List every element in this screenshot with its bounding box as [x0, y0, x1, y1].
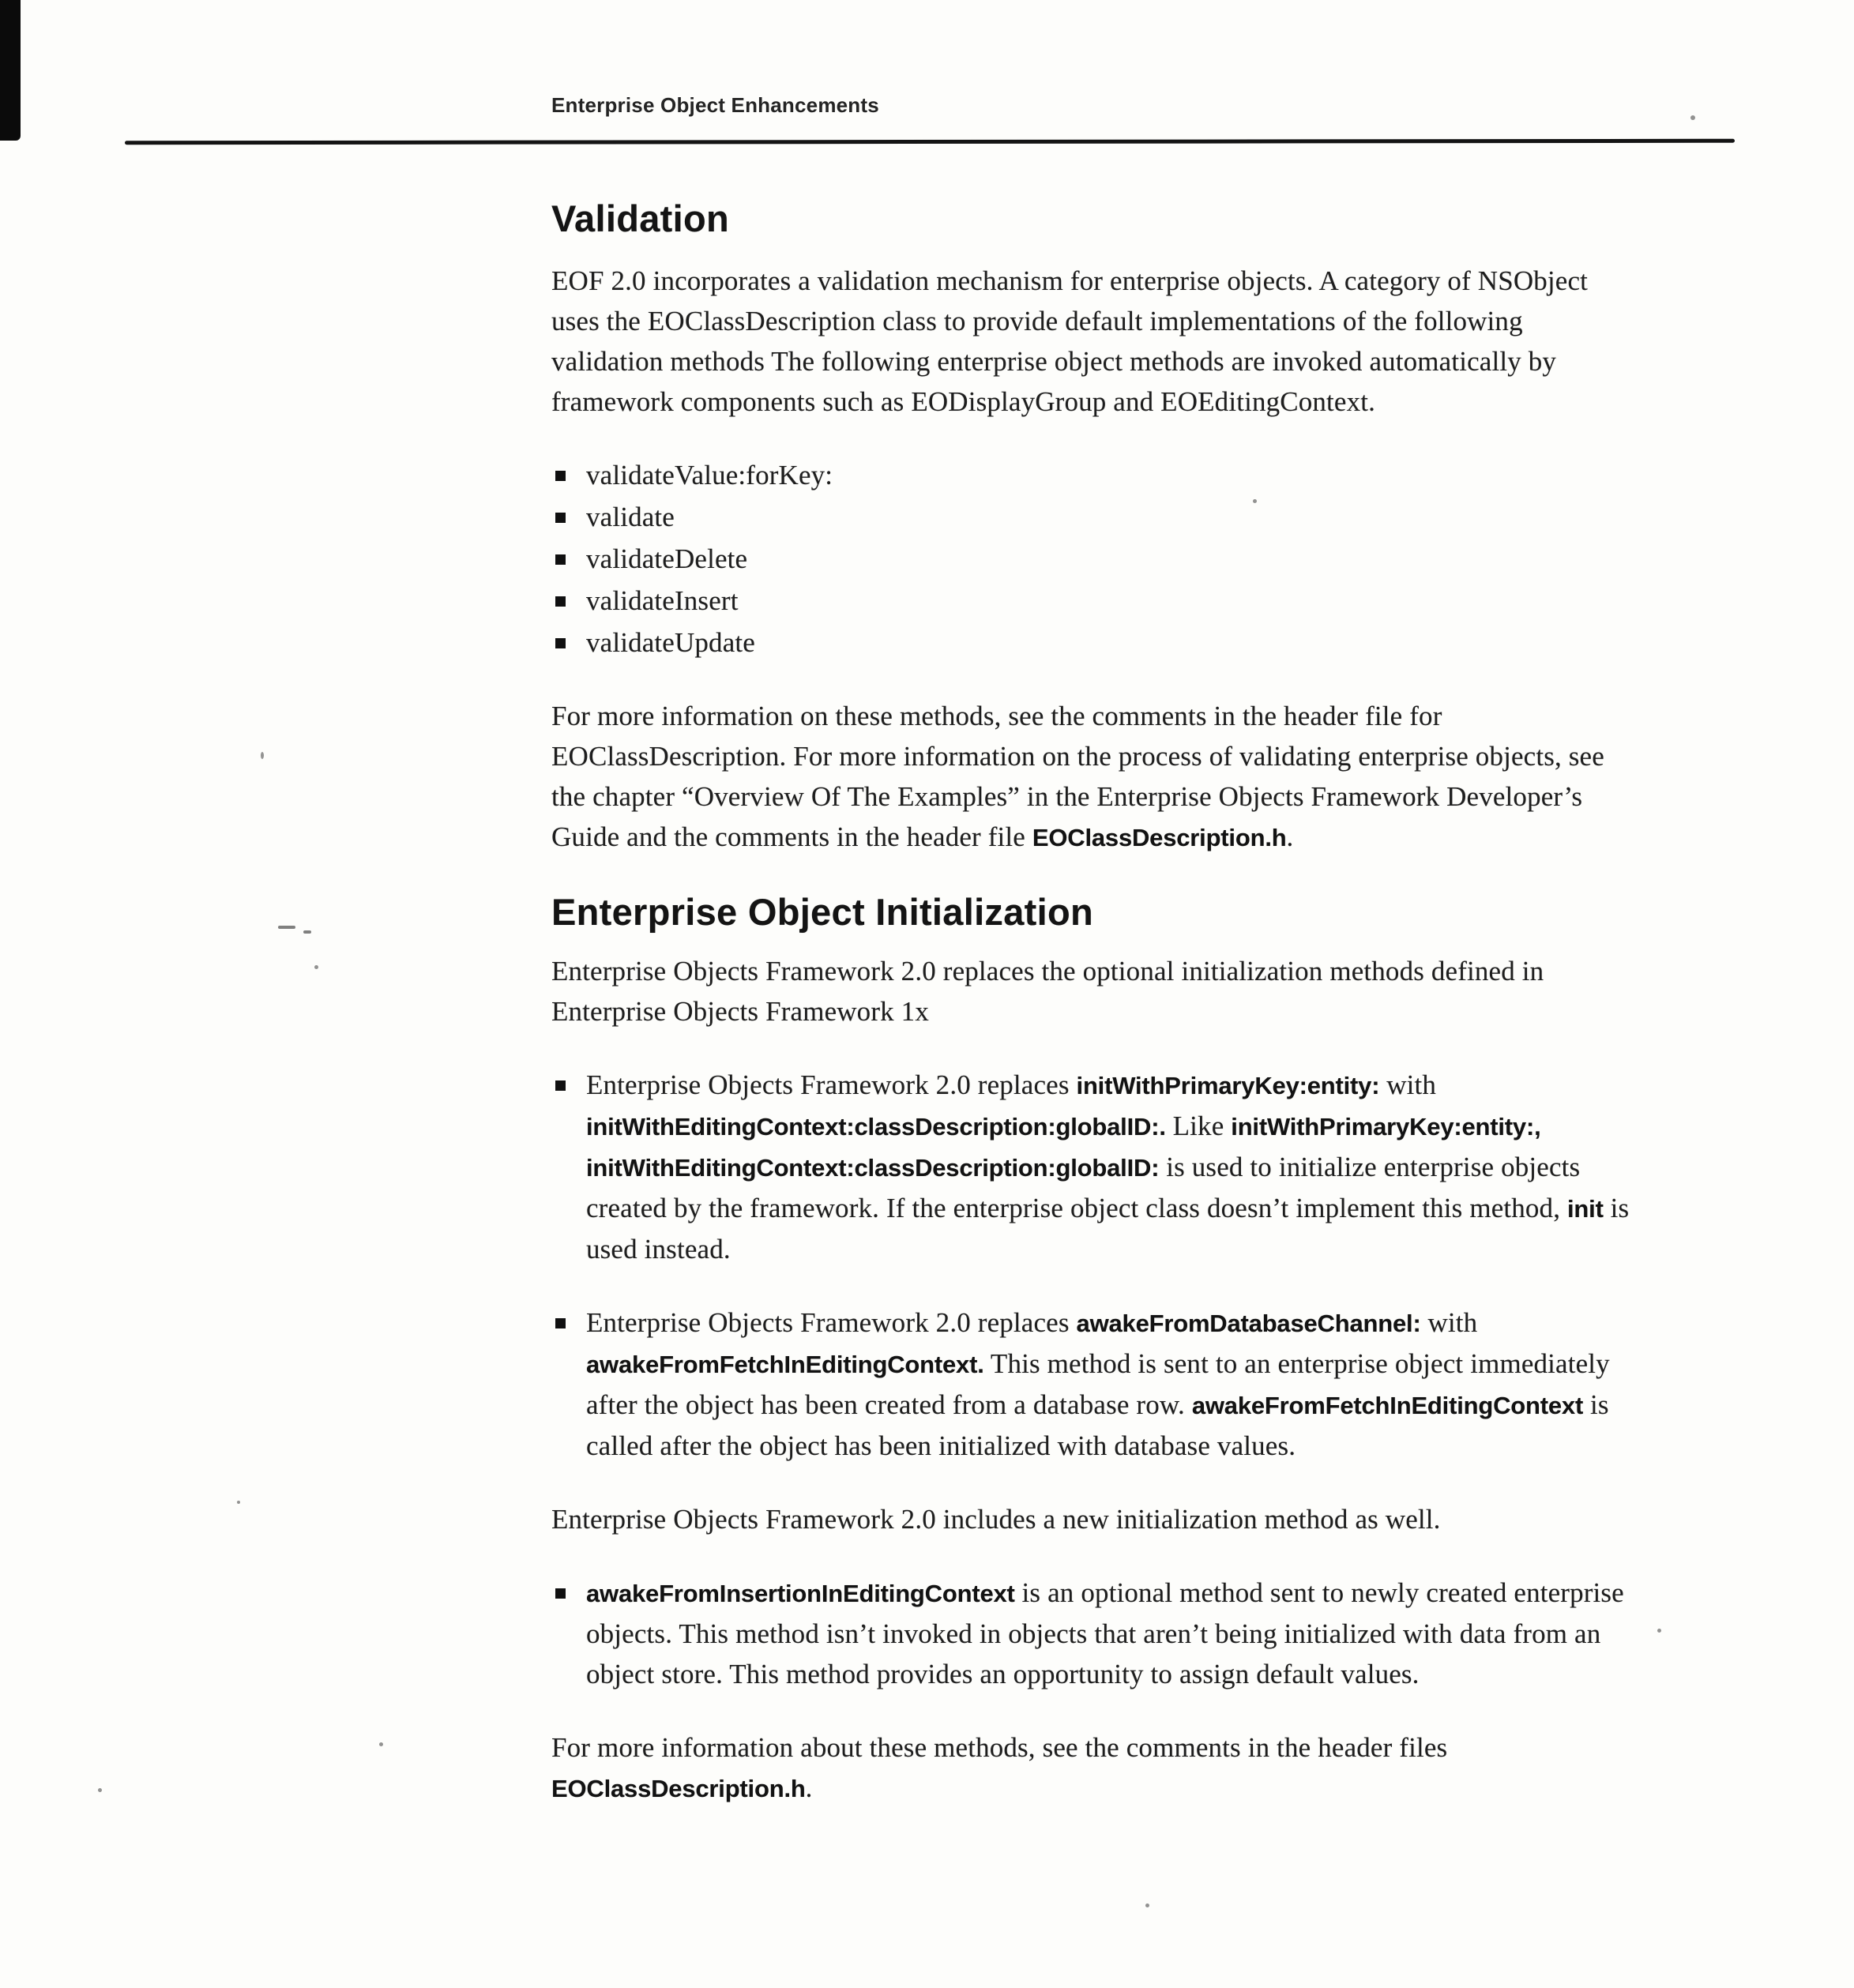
- list-item: [551, 581, 1630, 621]
- initialization-intro-paragraph: Enterprise Objects Framework 2.0 replaces the optional initialization methods defined in Enterprise Objects Framework 1x: [551, 956, 1544, 1028]
- scan-speck: [1690, 115, 1695, 120]
- header-rule: [125, 139, 1735, 145]
- list-item: [551, 1302, 1630, 1466]
- method-name: validate: [586, 502, 675, 533]
- new-method-bullet-list: [551, 1573, 1630, 1694]
- method-name: validateDelete: [586, 543, 748, 575]
- bullet-square-icon: [555, 638, 566, 648]
- new-method-intro-paragraph: Enterprise Objects Framework 2.0 includes a new initialization method as well.: [551, 1504, 1441, 1535]
- bullet-text: Enterprise Objects Framework 2.0 replaces awakeFromDatabaseChannel: with awakeFromFetchInEditingContext. This method is sent to an enterprise object immediately after the object has been created from a database row. awakeFromFetchInEditingContext is called after the object has been initialized with database values.: [586, 1307, 1610, 1462]
- initialization-bullet-list: [551, 1065, 1630, 1466]
- method-name: validateUpdate: [586, 627, 755, 659]
- bullet-square-icon: [555, 554, 566, 565]
- scan-speck: [1145, 1903, 1149, 1907]
- bullet-square-icon: [555, 1588, 566, 1599]
- scan-speck: [98, 1788, 102, 1792]
- bullet-text: awakeFromInsertionInEditingContext is an optional method sent to newly created enterprise objects. This method isn’t invoked in objects that aren’t being initialized with data from an object store. This method provides an opportunity to assign default values.: [586, 1577, 1624, 1690]
- scan-speck: [261, 752, 264, 759]
- scan-speck: [314, 965, 318, 969]
- validation-intro-paragraph: EOF 2.0 incorporates a validation mechanism for enterprise objects. A category of NSObject uses the EOClassDescription class to provide default implementations of the following validation methods The following enterprise object methods are invoked automatically by framework components such as EODisplayGroup and EOEditingContext.: [551, 265, 1589, 418]
- list-item: [551, 1065, 1630, 1269]
- scan-edge-artifact: [0, 0, 21, 141]
- scan-speck: [237, 1501, 240, 1504]
- scan-dash-artifact: [303, 930, 311, 934]
- validation-more-info-paragraph: For more information on these methods, see the comments in the header file for EOClassDescription. For more information on the process of validating enterprise objects, see the chapter “Overview Of The Examples” in the Enterprise Objects Framework Developer’s Guide and the comments in the header file EOClassDescription.h.: [551, 701, 1604, 853]
- list-item: [551, 497, 1630, 537]
- method-name: validateValue:forKey:: [586, 460, 833, 491]
- bullet-square-icon: [555, 1080, 566, 1091]
- scan-speck: [379, 1742, 383, 1746]
- bullet-square-icon: [555, 596, 566, 607]
- running-header: Enterprise Object Enhancements: [551, 93, 879, 117]
- list-item: [551, 1573, 1630, 1694]
- list-item: [551, 622, 1630, 663]
- list-item: [551, 539, 1630, 579]
- content-column: [551, 197, 1630, 1809]
- section-heading-validation: Validation: [551, 197, 729, 239]
- method-name: validateInsert: [586, 585, 739, 617]
- section-heading-initialization: Enterprise Object Initialization: [551, 891, 1094, 934]
- list-item: [551, 455, 1630, 495]
- bullet-square-icon: [555, 1318, 566, 1328]
- bullet-square-icon: [555, 513, 566, 523]
- scan-dash-artifact: [278, 926, 295, 929]
- closing-paragraph: For more information about these methods, see the comments in the header files EOClassDescription.h.: [551, 1732, 1448, 1804]
- scan-speck: [1657, 1629, 1661, 1633]
- bullet-square-icon: [555, 471, 566, 481]
- validation-methods-list: [551, 455, 1630, 663]
- bullet-text: Enterprise Objects Framework 2.0 replaces initWithPrimaryKey:entity: with initWithEditingContext:classDescription:globalID:. Like initWithPrimaryKey:entity:, initWithEditingContext:classDescription:globalID: is used to initialize enterprise objects created by the framework. If the enterprise object class doesn’t implement this method, init is used instead.: [586, 1069, 1630, 1265]
